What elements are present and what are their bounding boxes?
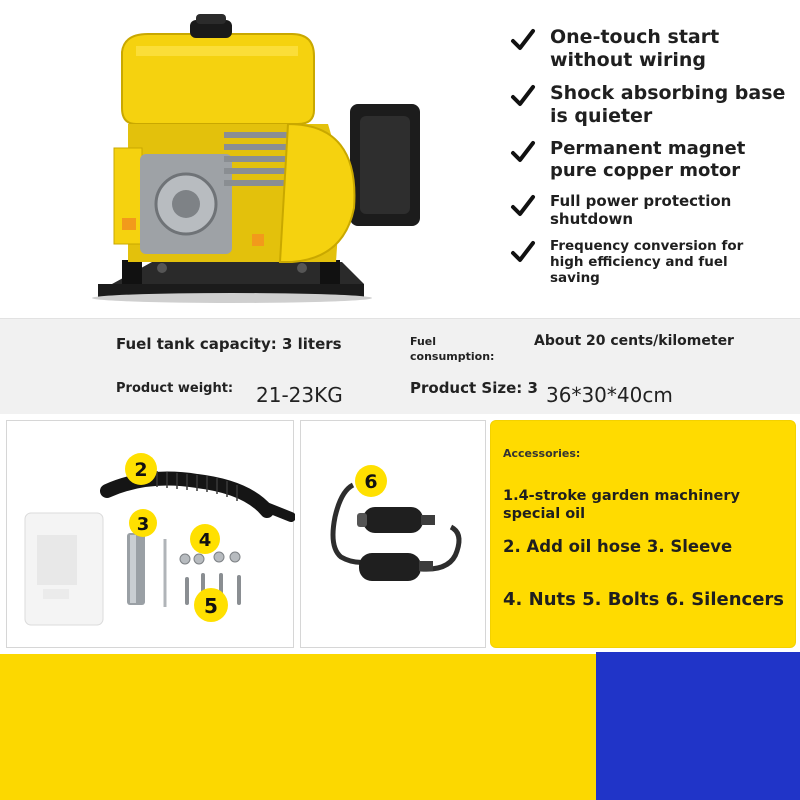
spec-band — [0, 318, 800, 414]
check-icon — [510, 240, 536, 264]
badge-2-label: 2 — [134, 459, 148, 481]
fuel-consumption-value: About 20 cents/kilometer — [534, 333, 734, 349]
accessory-line: 2. Add oil hose 3. Sleeve — [503, 537, 733, 556]
feature-text: saving — [550, 270, 600, 286]
badge-5-label: 5 — [204, 594, 218, 618]
fuel-consumption-label: consumption: — [410, 350, 495, 363]
badge-4-label: 4 — [198, 530, 212, 551]
feature-text: Full power protection — [550, 192, 732, 210]
feature-text: shutdown — [550, 210, 634, 228]
feature-item — [508, 138, 793, 182]
accessories-title: Accessories: — [503, 447, 581, 460]
accessories-text-panel — [490, 420, 796, 648]
parts-illustration — [7, 421, 295, 649]
feature-text: pure copper motor — [550, 160, 741, 181]
weight-value: 21-23KG — [256, 383, 343, 407]
check-icon — [510, 140, 536, 164]
engine-image — [92, 12, 432, 312]
oil-bottle-image — [25, 513, 103, 625]
check-icon — [510, 84, 536, 108]
feature-text: Shock absorbing base — [550, 82, 786, 104]
size-label: Product Size: 3 — [410, 379, 538, 397]
badge-6-label: 6 — [364, 471, 378, 493]
accessory-line: special oil — [503, 506, 586, 522]
size-value: 36*30*40cm — [546, 383, 673, 407]
feature-list — [508, 26, 793, 286]
feature-text: high efficiency and fuel — [550, 254, 728, 270]
feature-text: is quieter — [550, 105, 653, 127]
accessory-line: 4. Nuts 5. Bolts 6. Silencers — [503, 589, 784, 610]
feature-item — [508, 82, 793, 128]
feature-text: without wiring — [550, 49, 707, 71]
accessory-panel-parts — [6, 420, 294, 648]
weight-label: Product weight: — [116, 381, 234, 396]
fuel-consumption-label: Fuel — [410, 335, 437, 348]
check-icon — [510, 28, 536, 52]
feature-text: Frequency conversion for — [550, 238, 744, 254]
feature-item — [508, 238, 793, 286]
feature-text: One-touch start — [550, 26, 720, 48]
badge-3-label: 3 — [136, 514, 150, 535]
blue-banner — [596, 652, 800, 800]
check-icon — [510, 194, 536, 218]
accessory-panel-silencers — [300, 420, 486, 648]
feature-item — [508, 26, 793, 72]
product-hero — [0, 0, 800, 318]
yellow-banner — [0, 654, 596, 800]
nuts-image — [180, 552, 240, 564]
sleeve-image — [127, 533, 165, 607]
feature-item — [508, 192, 793, 228]
fuel-tank-spec: Fuel tank capacity: 3 liters — [116, 335, 342, 353]
accessory-line: 1.4-stroke garden machinery — [503, 488, 740, 504]
silencer-image — [301, 421, 487, 649]
feature-text: Permanent magnet — [550, 138, 746, 159]
